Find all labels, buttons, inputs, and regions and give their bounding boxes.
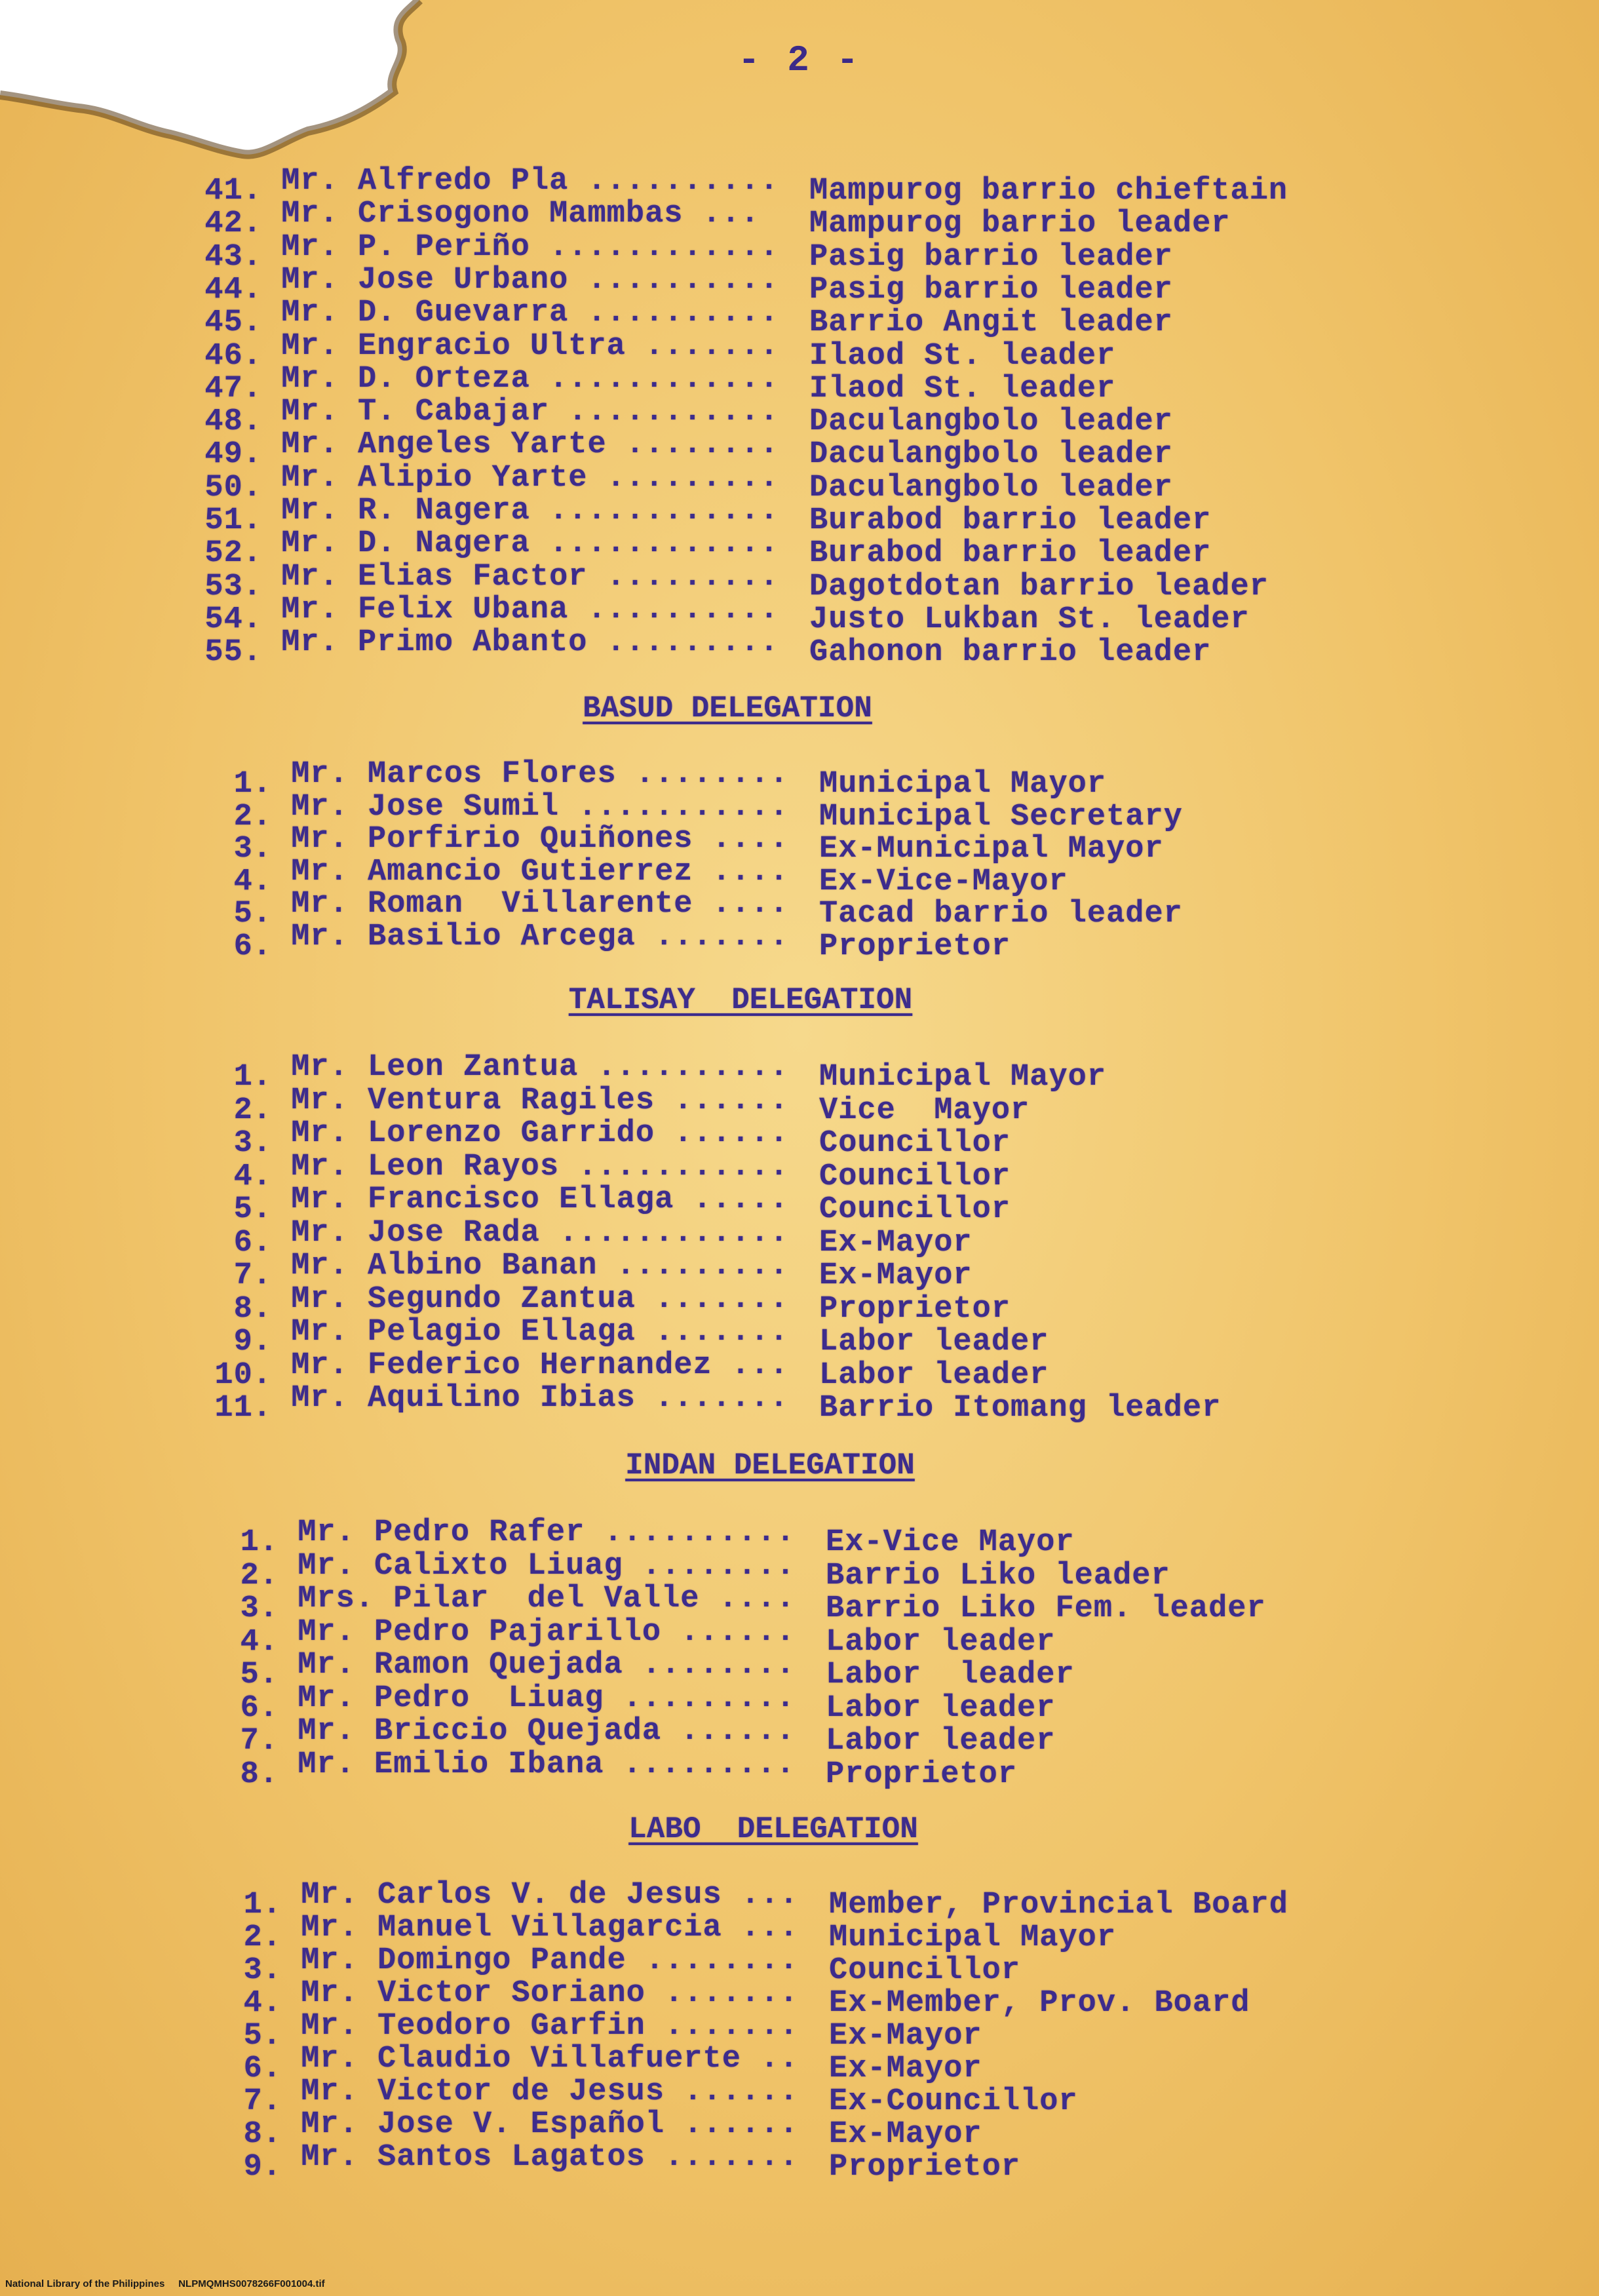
item-number: 6.	[243, 2052, 282, 2086]
delegate-name: Mr. D. Nagera ............	[262, 526, 779, 562]
delegate-name: Mr. Victor Soriano .......	[282, 1976, 799, 2011]
delegate-role: Councillor	[819, 1126, 1011, 1161]
delegate-name: Mr. R. Nagera ............	[262, 494, 779, 528]
list-item	[206, 1943, 1021, 1988]
delegate-role: Labor leader	[819, 1325, 1049, 1359]
list-item	[187, 361, 1116, 406]
delegate-name: Mr. Teodoro Garfin .......	[282, 2009, 799, 2044]
list-item	[197, 822, 1164, 866]
list-item	[187, 460, 1173, 505]
delegate-role: Daculangbolo leader	[809, 470, 1173, 505]
delegate-role: Daculangbolo leader	[809, 404, 1173, 440]
list-item	[197, 1116, 1011, 1161]
item-number: 1.	[240, 1525, 279, 1560]
list-item	[203, 1681, 1056, 1726]
delegate-name: Mr. Jose Rada ............	[272, 1215, 789, 1251]
delegate-role: Ex-Councillor	[829, 2084, 1078, 2119]
item-number: 5.	[233, 1192, 272, 1227]
item-number: 9.	[243, 2150, 282, 2185]
delegate-name: Mr. Basilio Arcega .......	[272, 919, 789, 954]
delegate-role: Ilaod St. leader	[809, 371, 1116, 406]
delegate-name: Mr. Primo Abanto .........	[262, 625, 779, 661]
item-number: 44.	[204, 272, 262, 307]
delegate-name: Mr. Emilio Ibana .........	[279, 1747, 796, 1782]
list-item	[197, 1348, 1049, 1393]
delegate-name: Mr. Amancio Gutierrez ....	[272, 854, 789, 889]
list-item	[197, 854, 1068, 899]
list-item	[206, 2009, 982, 2053]
item-number: 3.	[233, 1126, 272, 1161]
delegate-role: Ex-Mayor	[829, 2052, 982, 2086]
list-item	[187, 296, 1173, 341]
item-number: 2.	[243, 1920, 282, 1955]
delegate-role: Proprietor	[826, 1757, 1018, 1792]
item-number: 3.	[243, 1953, 282, 1988]
item-number: 7.	[240, 1724, 279, 1759]
list-item	[187, 328, 1116, 374]
delegate-name: Mr. Engracio Ultra .......	[262, 328, 779, 364]
item-number: 42.	[204, 206, 262, 242]
item-number: 52.	[204, 536, 262, 572]
delegate-name: Mr. Segundo Zantua .......	[272, 1281, 789, 1317]
item-number: 6.	[233, 1225, 272, 1260]
page-number: - 2 -	[737, 39, 862, 81]
item-number: 8.	[240, 1757, 279, 1792]
list-item	[197, 1149, 1011, 1194]
delegate-name: Mr. Santos Lagatos .......	[282, 2140, 799, 2175]
list-item	[203, 1614, 1056, 1660]
list-item	[197, 1050, 1107, 1095]
item-number: 7.	[233, 1258, 272, 1293]
delegate-role: Ex-Vice-Mayor	[819, 864, 1068, 899]
item-number: 5.	[243, 2019, 282, 2053]
delegate-role: Councillor	[819, 1159, 1011, 1194]
delegate-name: Mr. Aquilino Ibias .......	[272, 1381, 789, 1416]
list-item	[197, 919, 1011, 964]
delegate-name: Mr. Alipio Yarte .........	[262, 460, 779, 496]
delegate-name: Mr. Calixto Liuag ........	[279, 1548, 796, 1584]
item-number: 5.	[233, 897, 272, 931]
delegate-role: Gahonon barrio leader	[809, 635, 1212, 671]
delegate-name: Mr. Leon Rayos ...........	[272, 1149, 789, 1184]
delegate-role: Ex-Mayor	[829, 2019, 982, 2053]
item-number: 48.	[204, 404, 262, 440]
list-item	[203, 1648, 1075, 1692]
delegate-name: Mr. Pedro Pajarillo ......	[279, 1614, 796, 1650]
delegate-name: Mr. Federico Hernandez ...	[272, 1348, 789, 1383]
item-number: 8.	[243, 2117, 282, 2152]
delegate-name: Mr. Ventura Ragiles ......	[272, 1083, 789, 1118]
list-item	[187, 262, 1173, 307]
delegate-role: Daculangbolo leader	[809, 437, 1173, 473]
delegate-role: Vice Mayor	[819, 1093, 1030, 1128]
item-number: 43.	[204, 239, 262, 275]
delegate-name: Mrs. Pilar del Valle ....	[279, 1582, 796, 1616]
section-heading: LABO DELEGATION	[628, 1812, 918, 1846]
list-item	[197, 1182, 1011, 1227]
item-number: 41.	[204, 174, 262, 208]
list-item	[197, 789, 1183, 834]
list-item	[206, 2140, 1021, 2185]
item-number: 54.	[204, 602, 262, 637]
delegate-role: Ex-Municipal Mayor	[819, 832, 1164, 866]
delegate-name: Mr. Pedro Liuag .........	[279, 1681, 796, 1716]
item-number: 2.	[233, 1093, 272, 1128]
delegate-role: Member, Provincial Board	[829, 1888, 1288, 1922]
item-number: 49.	[204, 437, 262, 473]
list-item	[197, 1249, 973, 1293]
delegate-role: Barrio Itomang leader	[819, 1391, 1222, 1426]
item-number: 5.	[240, 1658, 279, 1692]
delegate-role: Labor leader	[826, 1624, 1056, 1660]
delegate-name: Mr. Jose Urbano ..........	[262, 262, 779, 298]
delegate-role: Ex-Member, Prov. Board	[829, 1986, 1250, 2021]
list-item	[187, 197, 1231, 242]
delegate-role: Dagotdotan barrio leader	[809, 569, 1269, 604]
delegate-role: Municipal Mayor	[829, 1920, 1117, 1955]
delegate-role: Burabod barrio leader	[809, 503, 1212, 538]
item-number: 8.	[233, 1291, 272, 1327]
delegate-name: Mr. Manuel Villagarcia ...	[282, 1911, 799, 1945]
item-number: 2.	[240, 1558, 279, 1593]
delegate-name: Mr. Felix Ubana ..........	[262, 592, 779, 627]
delegate-role: Councillor	[829, 1953, 1021, 1988]
delegate-role: Ex-Mayor	[829, 2117, 982, 2152]
delegate-role: Mampurog barrio chieftain	[809, 174, 1288, 208]
delegate-name: Mr. Elias Factor .........	[262, 559, 779, 594]
item-number: 1.	[233, 767, 272, 802]
list-item	[197, 757, 1107, 802]
delegate-role: Tacad barrio leader	[819, 897, 1183, 931]
delegate-role: Labor leader	[826, 1690, 1056, 1726]
list-item	[187, 494, 1212, 538]
delegate-name: Mr. D. Orteza ............	[262, 361, 779, 397]
list-item	[187, 526, 1212, 572]
item-number: 1.	[243, 1888, 282, 1922]
list-item	[197, 887, 1183, 931]
delegate-name: Mr. Carlos V. de Jesus ...	[282, 1878, 799, 1913]
delegate-role: Ex-Mayor	[819, 1258, 973, 1293]
item-number: 10.	[214, 1357, 272, 1393]
item-number: 4.	[243, 1986, 282, 2021]
delegate-name: Mr. Briccio Quejada ......	[279, 1714, 796, 1749]
list-item	[187, 625, 1212, 671]
list-item	[197, 1281, 1011, 1327]
list-item	[187, 592, 1250, 637]
list-item	[203, 1714, 1056, 1759]
item-number: 51.	[204, 503, 262, 538]
list-item	[206, 2042, 982, 2086]
item-number: 3.	[240, 1591, 279, 1626]
delegate-name: Mr. Albino Banan .........	[272, 1249, 789, 1283]
list-item	[203, 1747, 1018, 1792]
list-item	[206, 2074, 1078, 2119]
delegate-role: Municipal Mayor	[819, 767, 1107, 802]
delegate-role: Ex-Vice Mayor	[826, 1525, 1075, 1560]
delegate-name: Mr. Angeles Yarte ........	[262, 427, 779, 463]
delegate-name: Mr. Roman Villarente ....	[272, 887, 789, 922]
delegate-role: Barrio Liko leader	[826, 1558, 1170, 1593]
delegate-name: Mr. P. Periño ............	[262, 229, 779, 265]
delegate-role: Proprietor	[829, 2150, 1021, 2185]
delegate-name: Mr. Marcos Flores ........	[272, 757, 789, 792]
list-item	[203, 1515, 1075, 1560]
list-item	[206, 2107, 982, 2152]
delegate-name: Mr. D. Guevarra ..........	[262, 296, 779, 331]
item-number: 46.	[204, 338, 262, 374]
delegate-role: Municipal Secretary	[819, 799, 1183, 834]
delegate-name: Mr. Alfredo Pla ..........	[262, 164, 779, 199]
delegate-name: Mr. Jose Sumil ...........	[272, 789, 789, 825]
list-item	[187, 395, 1173, 440]
delegate-name: Mr. Porfirio Quiñones ....	[272, 822, 789, 857]
delegate-name: Mr. Domingo Pande ........	[282, 1943, 799, 1978]
list-item	[187, 427, 1173, 473]
delegate-role: Pasig barrio leader	[809, 272, 1173, 307]
delegate-name: Mr. Crisogono Mammbas ...	[262, 197, 760, 232]
item-number: 55.	[204, 635, 262, 671]
section-heading: BASUD DELEGATION	[583, 691, 872, 726]
delegate-name: Mr. Ramon Quejada ........	[279, 1648, 796, 1683]
delegate-name: Mr. Francisco Ellaga .....	[272, 1182, 789, 1217]
item-number: 4.	[233, 1159, 272, 1194]
delegate-role: Municipal Mayor	[819, 1060, 1107, 1095]
delegate-role: Labor leader	[819, 1357, 1049, 1393]
list-item	[206, 1878, 1288, 1922]
delegate-role: Proprietor	[819, 929, 1011, 964]
delegate-role: Justo Lukban St. leader	[809, 602, 1250, 637]
item-number: 4.	[233, 864, 272, 899]
item-number: 1.	[233, 1060, 272, 1095]
delegate-role: Labor leader	[826, 1724, 1056, 1759]
item-number: 2.	[233, 799, 272, 834]
delegate-role: Burabod barrio leader	[809, 536, 1212, 572]
list-item	[187, 229, 1173, 275]
delegate-role: Mampurog barrio leader	[809, 206, 1231, 242]
delegate-name: Mr. Pelagio Ellaga .......	[272, 1315, 789, 1350]
item-number: 4.	[240, 1624, 279, 1660]
delegate-role: Pasig barrio leader	[809, 239, 1173, 275]
item-number: 47.	[204, 371, 262, 406]
item-number: 7.	[243, 2084, 282, 2119]
section-heading: TALISAY DELEGATION	[568, 983, 913, 1017]
delegate-name: Mr. Lorenzo Garrido ......	[272, 1116, 789, 1151]
delegate-role: Councillor	[819, 1192, 1011, 1227]
item-number: 6.	[240, 1690, 279, 1726]
list-item	[197, 1083, 1030, 1128]
delegate-name: Mr. Pedro Rafer ..........	[279, 1515, 796, 1550]
delegate-role: Barrio Liko Fem. leader	[826, 1591, 1266, 1626]
archive-footer: National Library of the Philippines NLPMQMHS0078266F001004.tif	[5, 2278, 325, 2289]
list-item	[206, 1976, 1250, 2021]
delegate-name: Mr. T. Cabajar ...........	[262, 395, 779, 430]
list-item	[203, 1548, 1170, 1593]
delegate-name: Mr. Leon Zantua ..........	[272, 1050, 789, 1085]
delegate-role: Ex-Mayor	[819, 1225, 973, 1260]
delegate-name: Mr. Jose V. Español ......	[282, 2107, 799, 2142]
delegate-role: Ilaod St. leader	[809, 338, 1116, 374]
list-item	[206, 1911, 1117, 1955]
delegate-name: Mr. Claudio Villafuerte ..	[282, 2042, 799, 2076]
item-number: 53.	[204, 569, 262, 604]
item-number: 11.	[214, 1391, 272, 1426]
delegate-role: Proprietor	[819, 1291, 1011, 1327]
delegate-role: Barrio Angit leader	[809, 305, 1173, 341]
list-item	[187, 164, 1288, 208]
list-item	[203, 1582, 1266, 1626]
delegate-name: Mr. Victor de Jesus ......	[282, 2074, 799, 2109]
item-number: 45.	[204, 305, 262, 341]
delegate-role: Labor leader	[826, 1658, 1075, 1692]
section-heading: INDAN DELEGATION	[625, 1449, 915, 1483]
list-item	[197, 1315, 1049, 1359]
item-number: 3.	[233, 832, 272, 866]
list-item	[187, 559, 1269, 604]
item-number: 9.	[233, 1325, 272, 1359]
item-number: 50.	[204, 470, 262, 505]
item-number: 6.	[233, 929, 272, 964]
torn-corner	[0, 0, 459, 170]
list-item	[197, 1215, 973, 1260]
list-item	[197, 1381, 1222, 1426]
